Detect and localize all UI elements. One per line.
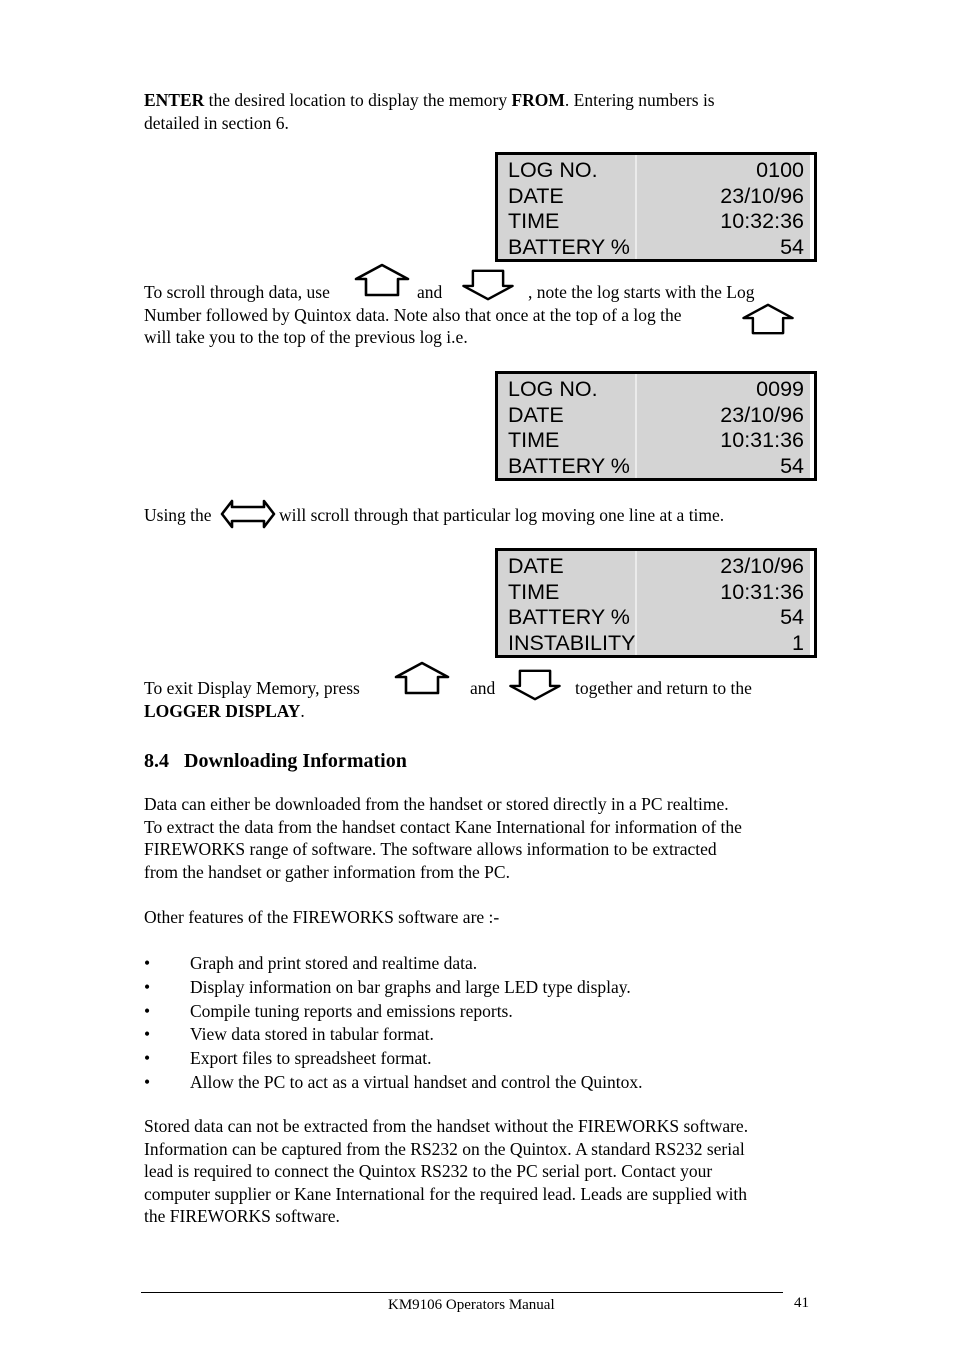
exit-paragraph: To exit Display Memory, press and together and return to the LOGGER DISPLAY.	[144, 678, 752, 721]
up-arrow-key-icon	[354, 262, 410, 298]
down-arrow-key-icon	[507, 668, 563, 702]
lcd-row: DATE 23/10/96	[508, 403, 804, 427]
lcd-row: DATE 23/10/96	[508, 184, 804, 208]
section-heading	[144, 748, 407, 774]
intro-text-1: the desired location to display the memory	[204, 90, 512, 110]
up-arrow-key-icon	[394, 660, 450, 696]
lcd-row: TIME 10:31:36	[508, 580, 804, 604]
from-keyword: FROM	[511, 90, 565, 110]
rs232-paragraph: Stored data can not be extracted from the handset without the FIREWORKS software. Information can be captured from the RS232 on the Quintox. A standard RS232 serial lead is required to connect the Quintox RS232 to the PC serial port. Contact your computer supplier or Kane International for the required lead. Leads are supplied with the FIREWORKS software.	[144, 1116, 749, 1226]
logger-display-keyword: LOGGER DISPLAY	[144, 700, 301, 721]
lcd-display-log-0099	[495, 371, 817, 481]
section-number: 8.4	[144, 750, 169, 772]
lcd-row: INSTABILITY 1	[508, 631, 804, 655]
footer-rule	[141, 1292, 783, 1293]
lcd-row: TIME 10:31:36	[508, 428, 804, 452]
lcd-display-log-0100	[495, 152, 817, 262]
lcd-row: LOG NO. 0099	[508, 377, 804, 401]
enter-keyword: ENTER	[144, 90, 205, 110]
using-paragraph: Using the will scroll through that particular log moving one line at a time.	[144, 505, 725, 525]
scroll-paragraph: To scroll through data, use and , note the log starts with the Log Number followed by Quintox data. Note also that once at the top of a log the will take you to the top of the previous log i.e.	[144, 282, 755, 347]
lcd-row: LOG NO. 0100	[508, 158, 804, 182]
lcd-row: BATTERY % 54	[508, 235, 804, 259]
footer-title: KM9106 Operators Manual	[388, 1297, 555, 1313]
down-arrow-key-icon	[460, 268, 516, 302]
download-paragraph: Data can either be downloaded from the handset or stored directly in a PC realtime. To extract the data from the handset contact Kane International for information of the FIREWORKS range of software. The software allows information to be extracted from the handset or gather information from the PC.	[144, 794, 742, 882]
up-arrow-key-icon	[740, 302, 796, 336]
lcd-row: BATTERY % 54	[508, 454, 804, 478]
up-down-arrow-key-icon	[220, 497, 276, 531]
lcd-row: TIME 10:32:36	[508, 209, 804, 233]
intro-paragraph	[144, 89, 715, 134]
lcd-row: BATTERY % 54	[508, 605, 804, 629]
page-number: 41	[794, 1295, 809, 1311]
lcd-display-instability	[495, 548, 817, 658]
section-title: Downloading Information	[184, 750, 407, 772]
features-intro: Other features of the FIREWORKS software are :-	[144, 907, 500, 927]
intro-text-2: . Entering numbers is	[564, 90, 715, 110]
lcd-row: DATE 23/10/96	[508, 554, 804, 578]
intro-line-2: detailed in section 6.	[144, 112, 289, 133]
